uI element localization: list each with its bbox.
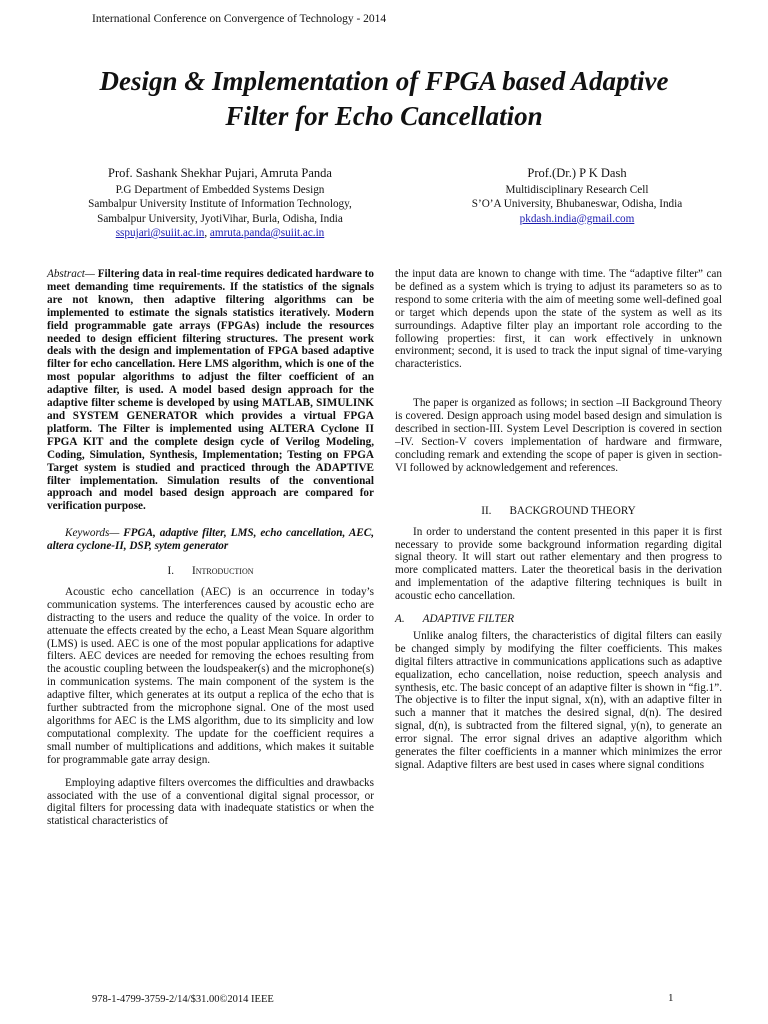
abstract-label: Abstract <box>47 268 85 280</box>
author-names-right: Prof.(Dr.) P K Dash <box>527 166 627 180</box>
subsection-a-number: A. <box>395 613 405 626</box>
intro-paragraph-2: Employing adaptive filters overcomes the difficulties and drawbacks associated with the use of a conventional digital signal processor, or digital filters for processing data with inadequate statistics or when the statistical characteristics of <box>47 776 374 828</box>
paper-title <box>0 64 768 134</box>
author-addr-left: Sambalpur University, JyotiVihar, Burla, Odisha, India <box>97 212 343 225</box>
intro-paragraph-1: Acoustic echo cancellation (AEC) is an occurrence in today’s communication systems. The interferences caused by acoustic echo are distracting to the users and reduce the quality of the voice. In order to attenuate the effects created by the echo, a Least Mean Square algorithm (LMS) is used. AEC is one of the most popular applications for adaptive filters. AEC devices are needed for removing the echoes resulting from the acoustic coupling between the loudspeaker(s) and the microphone(s) in communication systems. The main component of the system is the adaptive filter, which generates at its output a replica of the echo that is further subtracted from the microphone signal. One of the most used algorithms for AEC is the LMS algorithm, due to its simplicity and low computational complexity. The update for the coefficient requires a small number of multiplications and additions, which makes it suitable for programmable gate array design. <box>47 585 374 766</box>
title-line-1: Design & Implementation of FPGA based Adaptive <box>99 66 669 96</box>
section-1-number: I. <box>167 565 174 578</box>
abstract-dash: — <box>84 268 95 280</box>
subsection-a-title: ADAPTIVE FILTER <box>422 613 515 626</box>
keywords-label: Keywords <box>65 527 110 540</box>
email-link-1[interactable]: sspujari@suiit.ac.in <box>115 226 205 239</box>
keywords-text: FPGA, adaptive filter, LMS, echo cancellation, AEC, altera cyclone-II, DSP, sytem generator <box>47 527 374 553</box>
author-inst-left: Sambalpur University Institute of Information Technology, <box>88 198 352 211</box>
title-line-2: Filter for Echo Cancellation <box>225 101 543 131</box>
abstract <box>47 268 374 513</box>
author-dept-right: Multidisciplinary Research Cell <box>505 184 649 197</box>
section-1-heading <box>47 565 374 578</box>
right-paragraph-1: the input data are known to change with time. The “adaptive filter” can be defined as a system which is trying to adjust its parameters so as to respond to some criteria with the aim of meeting some well-defined goal or target which depends upon the state of the system as well as its surroundings. Adaptive filter play an important role according to the following properties: first, it can work effectively in unknown environment; second, it is used to track the input signal of time-varying characteristics. <box>395 268 722 371</box>
author-block-left <box>40 166 400 240</box>
author-block-right <box>412 166 742 226</box>
left-column <box>47 268 374 828</box>
section-1-title-rest: ntroduction <box>195 565 254 578</box>
footer-isbn: 978-1-4799-3759-2/14/$31.00©2014 IEEE <box>92 994 274 1005</box>
section-2-title: BACKGROUND THEORY <box>509 504 636 517</box>
right-paragraph-2: The paper is organized as follows; in section –II Background Theory is covered. Design approach using model based design and simulation is described in section-III. System Level Description is covered in section –IV. Section-V covers implementation of hardware and firmware, concluding remark and extending the scope of paper is given in section-VI followed by acknowledgement and references. <box>395 397 722 474</box>
email-link-2[interactable]: amruta.panda@suiit.ac.in <box>209 226 325 239</box>
page-number: 1 <box>668 992 674 1004</box>
author-names-left: Prof. Sashank Shekhar Pujari, Amruta Panda <box>108 166 332 180</box>
keywords <box>47 527 374 553</box>
author-addr-right: S’O’A University, Bhubaneswar, Odisha, India <box>471 198 683 211</box>
keywords-dash: — <box>109 527 120 540</box>
email-separator: , <box>204 226 208 239</box>
author-dept-left: P.G Department of Embedded Systems Design <box>115 184 325 197</box>
abstract-text: Filtering data in real-time requires dedicated hardware to meet demanding time requirements. If the statistics of the signals are not known, then adaptive filtering algorithms can be implemented to estimate the signals statistics iteratively. Modern field programmable gate arrays (FPGAs) include the resources needed to design efficient filtering structures. The present work deals with the design and implementation of FPGA based adaptive filter for echo cancellation. Here LMS algorithm, which is one of the most popular algorithms to adjust the filter coefficient of an adaptive filter, is used. A model based design approach for the adaptive filter scheme is developed by using MATLAB, SIMULINK and SYSTEM GENERATOR which provides a virtual FPGA platform. The Filter is implemented using ALTERA Cyclone II FPGA KIT and the complete design cycle of Verilog Modeling, Coding, Simulation, Synthesis, Implementation; Testing on FPGA Target system is studied and practiced through the ADAPTIVE filter implementation. Simulation results of the conventional approach and model based design approach are compared for verification purpose. <box>47 268 374 513</box>
email-link-3[interactable]: pkdash.india@gmail.com <box>519 212 635 225</box>
author-emails-left <box>40 226 400 240</box>
adaptive-filter-paragraph: Unlike analog filters, the characteristics of digital filters can easily be changed simply by modifying the filter coefficients. This makes digital filters attractive in communications applications such as adaptive equalization, echo cancellation, noise reduction, speech analysis and synthesis, etc. The basic concept of an adaptive filter is shown in “fig.1”. The objective is to filter the input signal, x(n), with an adaptive filter in such a manner that it matches the desired signal, d(n). The desired signal, d(n), is subtracted from the filtered signal, y(n), to generate an error signal. The error signal drives an adaptive algorithm which generates the filter coefficients in a manner which minimizes the error signal. Adaptive filters are best used in cases where signal conditions <box>395 629 722 771</box>
right-column <box>395 268 722 772</box>
section-1-title-initial: I <box>192 565 196 578</box>
section-2-heading <box>395 505 722 518</box>
background-paragraph-1: In order to understand the content presented in this paper it is first necessary to provide some background information regarding digital signal theory. It will start out rather elementary and then progress to more complicated matters. Later the theoretical basis in the derivation and implementation of the adaptive filtering techniques is built in acoustic echo cancellation. <box>395 525 722 603</box>
subsection-a-heading <box>395 613 722 626</box>
section-2-number: II. <box>481 504 492 517</box>
conference-header: International Conference on Convergence of Technology - 2014 <box>92 13 387 25</box>
